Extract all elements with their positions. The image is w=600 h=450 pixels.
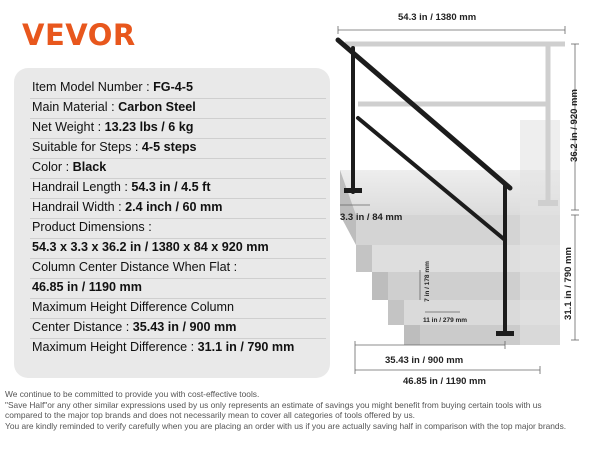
spec-value: 31.1 in / 790 mm (197, 340, 295, 354)
spec-value: 46.85 in / 1190 mm (32, 280, 142, 294)
disclaimer-line: You are kindly reminded to verify carefully when you are placing an order with us if you are actually saving half in comparison with the top major brands. (5, 420, 567, 431)
height-difference-label: 31.1 in / 790 mm (562, 247, 574, 320)
spec-label: Item Model Number : (32, 80, 154, 94)
spec-value: FG-4-5 (153, 80, 193, 94)
spec-value: 2.4 inch / 60 mm (125, 200, 223, 214)
disclaimer (5, 389, 597, 431)
spec-value: Black (72, 160, 107, 174)
step-depth-label: 11 in / 279 mm (423, 317, 468, 324)
spec-label: Suitable for Steps : (32, 140, 142, 154)
spec-value: 4-5 steps (141, 140, 197, 154)
staircase (340, 120, 560, 345)
spec-label: Maximum Height Difference Column (32, 300, 235, 314)
spec-label: Product Dimensions : (32, 220, 152, 234)
step-height-label: 7 in / 178 mm (423, 261, 431, 302)
column-distance-label: 35.43 in / 900 mm (385, 355, 464, 366)
spec-label: Maximum Height Difference : (32, 340, 198, 354)
spec-value: 54.3 x 3.3 x 36.2 in / 1380 x 84 x 920 mm (32, 240, 269, 254)
disclaimer-line: compared to the major top brands and does not necessarily mean to cover all categories of tools offered by us. (5, 410, 415, 420)
top-length-label: 54.3 in / 1380 mm (398, 12, 477, 23)
spec-label: Center Distance : (32, 320, 133, 334)
spec-label: Column Center Distance When Flat : (32, 260, 238, 274)
spec-value: Carbon Steel (118, 100, 196, 114)
spec-value: 35.43 in / 900 mm (132, 320, 237, 334)
spec-label: Handrail Length : (32, 180, 132, 194)
flat-distance-label: 46.85 in / 1190 mm (403, 376, 486, 387)
spec-value: 54.3 in / 4.5 ft (131, 180, 211, 194)
spec-value: 13.23 lbs / 6 kg (104, 120, 194, 134)
spec-label: Main Material : (32, 100, 119, 114)
spec-label: Handrail Width : (32, 200, 126, 214)
disclaimer-line: We continue to be committed to provide you with cost-effective tools. (5, 389, 260, 399)
spec-label: Color : (32, 160, 73, 174)
height-label: 36.2 in / 920 mm (568, 89, 580, 162)
disclaimer-line: "Save Half"or any other similar expressions used by us only represents an estimate of savings you might benefit from buying certain tools with us (5, 399, 542, 410)
base-width-label: 3.3 in / 84 mm (340, 212, 403, 223)
vevor-logo: VEVOR (22, 18, 136, 52)
spec-label: Net Weight : (32, 120, 105, 134)
